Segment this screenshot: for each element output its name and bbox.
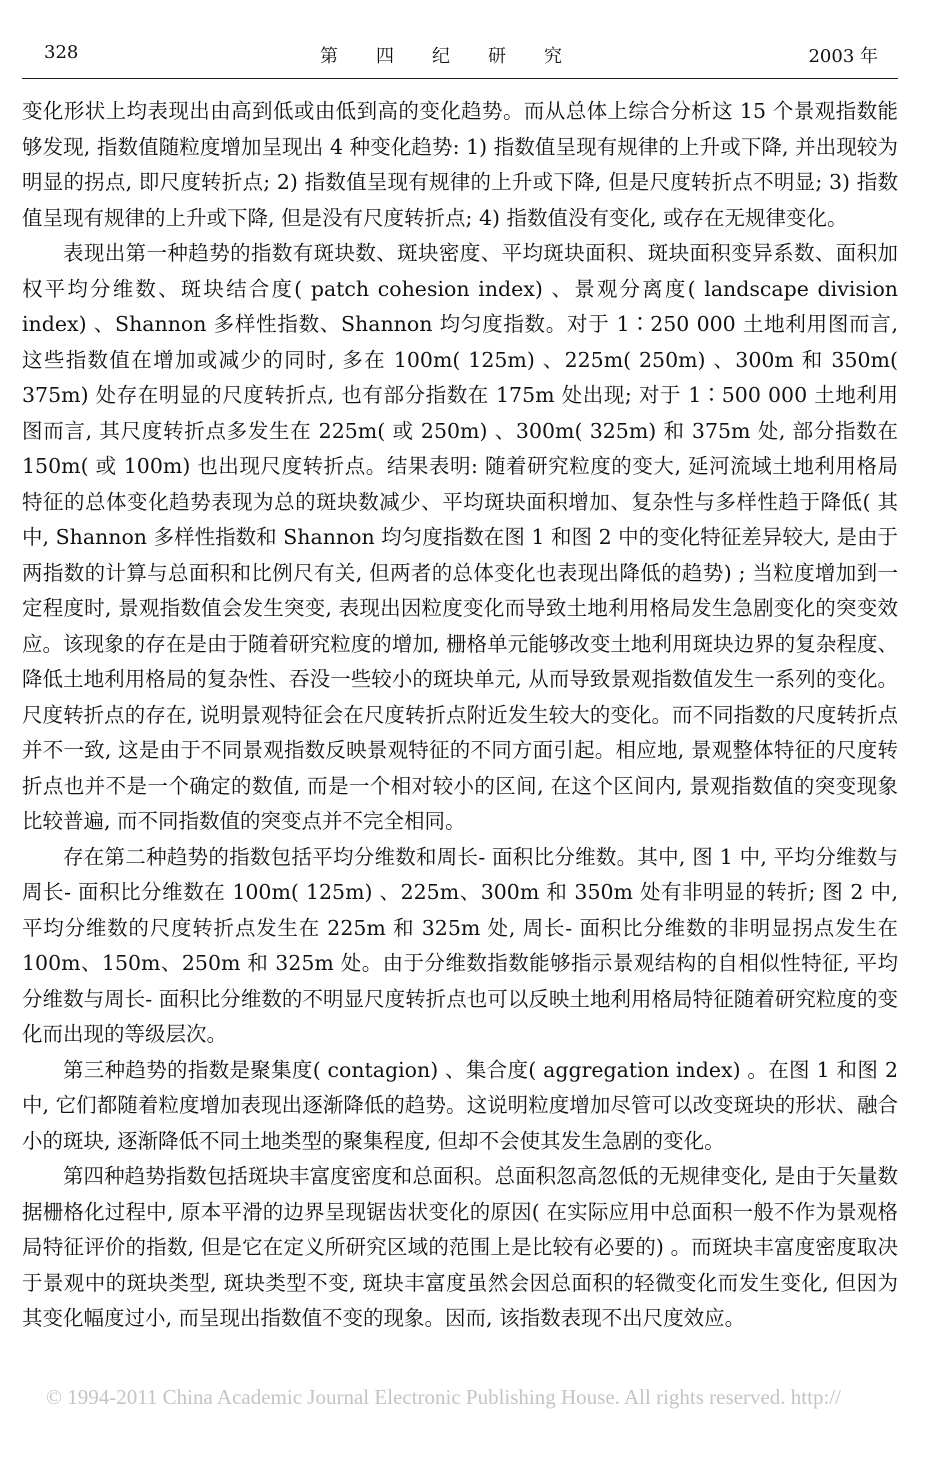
page-header bbox=[22, 38, 898, 79]
paragraph-2: 表现出第一种趋势的指数有斑块数、斑块密度、平均斑块面积、斑块面积变异系数、面积加权平均分维数、斑块结合度( patch cohesion index) 、景观分离度( landscape division index) 、Shannon 多样性指数、Shannon 均匀度指数。对于 1∶250 000 土地利用图而言, 这些指数值在增加或减少的同时, 多在 100m( 125m) 、225m( 250m) 、300m 和 350m( 375m) 处存在明显的尺度转折点, 也有部分指数在 175m 处出现; 对于 1∶500 000 土地利用图而言, 其尺度转折点多发生在 225m( 或 250m) 、300m( 325m) 和 375m 处, 部分指数在 150m( 或 100m) 也出现尺度转折点。结果表明: 随着研究粒度的变大, 延河流域土地利用格局特征的总体变化趋势表现为总的斑块数减少、平均斑块面积增加、复杂性与多样性趋于降低( 其中, Shannon 多样性指数和 Shannon 均匀度指数在图 1 和图 2 中的变化特征差异较大, 是由于两指数的计算与总面积和比例尺有关, 但两者的总体变化也表现出降低的趋势) ; 当粒度增加到一定程度时, 景观指数值会发生突变, 表现出因粒度变化而导致土地利用格局发生急剧变化的突变效应。该现象的存在是由于随着研究粒度的增加, 栅格单元能够改变土地利用斑块边界的复杂程度、降低土地利用格局的复杂性、吞没一些较小的斑块单元, 从而导致景观指数值发生一系列的变化。尺度转折点的存在, 说明景观特征会在尺度转折点附近发生较大的变化。而不同指数的尺度转折点并不一致, 这是由于不同景观指数反映景观特征的不同方面引起。相应地, 景观整体特征的尺度转折点也并不是一个确定的数值, 而是一个相对较小的区间, 在这个区间内, 景观指数值的突变现象比较普遍, 而不同指数值的突变点并不完全相同。 bbox=[22, 241, 898, 833]
article-body bbox=[22, 94, 898, 1337]
paragraph-5: 第四种趋势指数包括斑块丰富度密度和总面积。总面积忽高忽低的无规律变化, 是由于矢量数据栅格化过程中, 原本平滑的边界呈现锯齿状变化的原因( 在实际应用中总面积一般不作为景观格局特征评价的指数, 但是它在定义所研究区域的范围上是比较有必要的) 。而斑块丰富度密度取决于景观中的斑块类型, 斑块类型不变, 斑块丰富度虽然会因总面积的轻微变化而发生变化, 但因为其变化幅度过小, 而呈现出指数值不变的现象。因而, 该指数表现不出尺度效应。 bbox=[22, 1164, 898, 1330]
publication-year: 2003 年 bbox=[808, 46, 878, 67]
paragraph-1: 变化形状上均表现出由高到低或由低到高的变化趋势。而从总体上综合分析这 15 个景观指数能够发现, 指数值随粒度增加呈现出 4 种变化趋势: 1) 指数值呈现有规律的上升或下降, 并出现较为明显的拐点, 即尺度转折点; 2) 指数值呈现有规律的上升或下降, 但是尺度转折点不明显; 3) 指数值呈现有规律的上升或下降, 但是没有尺度转折点; 4) 指数值没有变化, 或存在无规律变化。 bbox=[22, 99, 898, 230]
copyright-watermark: © 1994-2011 China Academic Journal Electronic Publishing House. All rights reserved. http:// bbox=[46, 1385, 841, 1409]
paragraph-3: 存在第二种趋势的指数包括平均分维数和周长- 面积比分维数。其中, 图 1 中, 平均分维数与周长- 面积比分维数在 100m( 125m) 、225m、300m 和 350m 处有非明显的转折; 图 2 中, 平均分维数的尺度转折点发生在 225m 和 325m 处, 周长- 面积比分维数的非明显拐点发生在 100m、150m、250m 和 325m 处。由于分维数指数能够指示景观结构的自相似性特征, 平均分维数与周长- 面积比分维数的不明显尺度转折点也可以反映土地利用格局特征随着研究粒度的变化而出现的等级层次。 bbox=[22, 844, 898, 1046]
journal-title: 第四纪研究 bbox=[320, 46, 600, 67]
page-number: 328 bbox=[44, 42, 79, 63]
paragraph-4: 第三种趋势的指数是聚集度( contagion) 、集合度( aggregation index) 。在图 1 和图 2 中, 它们都随着粒度增加表现出逐渐降低的趋势。这说明粒度增加尽管可以改变斑块的形状、融合小的斑块, 逐渐降低不同土地类型的聚集程度, 但却不会使其发生急剧的变化。 bbox=[22, 1057, 898, 1153]
